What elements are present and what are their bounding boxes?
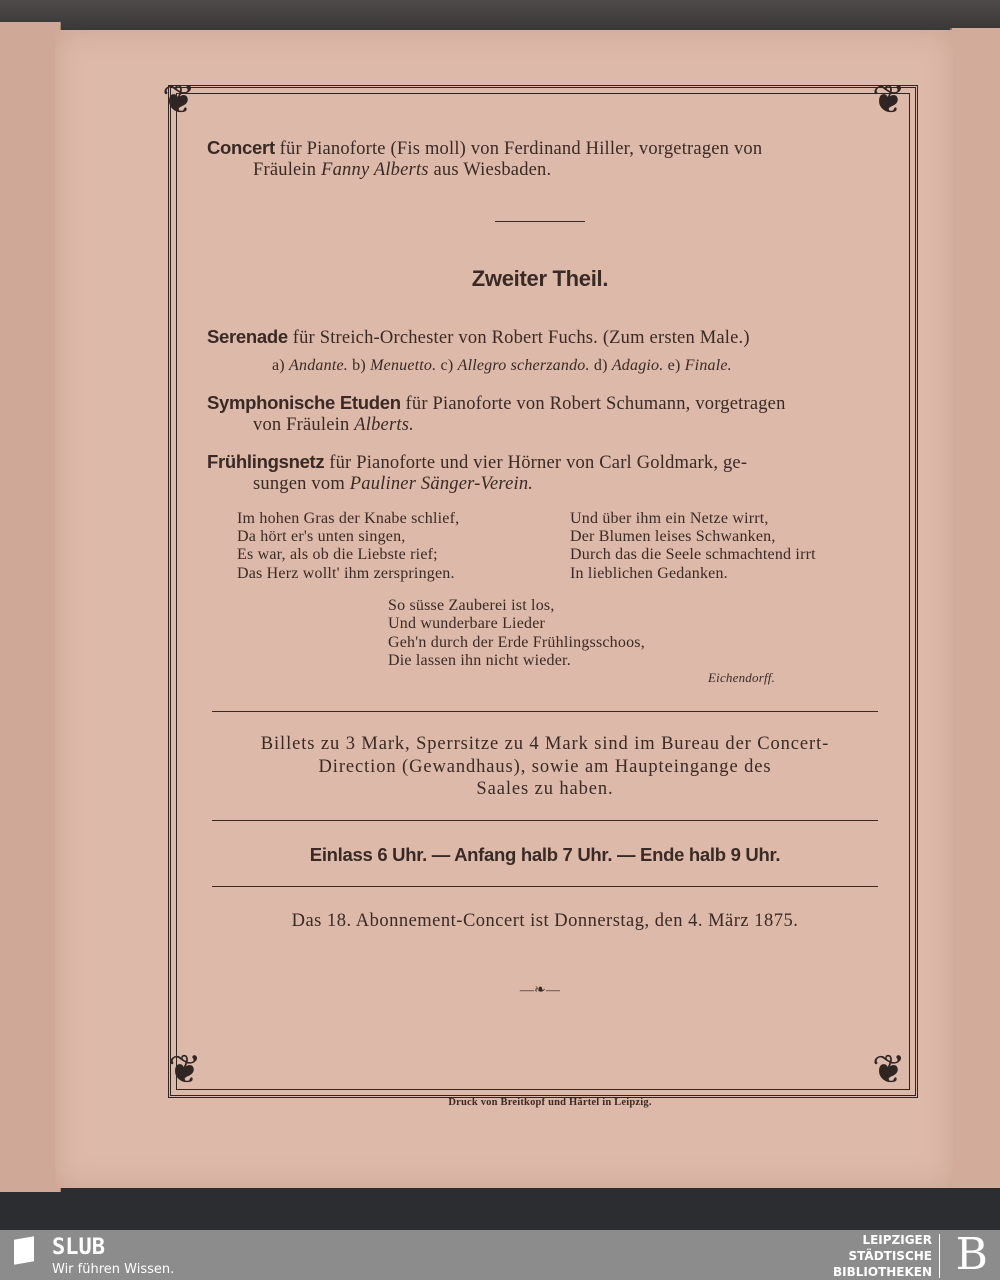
poem-line: Im hohen Gras der Knabe schlief, <box>237 510 460 527</box>
poem-author: Eichendorff. <box>708 670 776 685</box>
corner-ornament-icon: ❦ <box>162 77 196 122</box>
item-text: von Fräulein <box>253 415 350 435</box>
movement-label: a) <box>272 357 285 374</box>
divider <box>212 820 878 821</box>
movement-label: d) <box>593 357 608 374</box>
performer-name: Alberts. <box>354 415 414 435</box>
lsb-logo-line: LEIPZIGER <box>862 1233 932 1247</box>
etuden-line-2 <box>253 415 414 436</box>
divider <box>495 221 585 222</box>
item-text: für Pianoforte und vier Hörner von Carl Goldmark, ge- <box>329 453 748 473</box>
movements-line <box>272 357 732 375</box>
part-heading: Zweiter Theil. <box>471 266 609 291</box>
performer-name: Pauliner Sänger-Verein. <box>349 474 534 494</box>
movement-name: Menuetto. <box>370 357 437 374</box>
poem-line: Geh'n durch der Erde Frühlingsschoos, <box>388 634 645 651</box>
performer-name: Fanny Alberts <box>321 160 429 180</box>
movement-name: Adagio. <box>611 357 664 374</box>
right-page-edges <box>950 28 1000 1188</box>
concert-line-2 <box>253 160 551 181</box>
poem-line: Das Herz wollt' ihm zerspringen. <box>237 565 455 582</box>
movement-name: Andante. <box>289 357 348 374</box>
printer-imprint: Druck von Breitkopf und Härtel in Leipzig. <box>448 1097 652 1108</box>
divider <box>212 886 878 887</box>
lsb-logo-line: BIBLIOTHEKEN <box>832 1265 932 1279</box>
movement-label: b) <box>352 357 366 374</box>
poem-line: In lieblichen Gedanken. <box>570 565 728 582</box>
fruehlingsnetz-line-2 <box>253 474 533 495</box>
poem-line: So süsse Zauberei ist los, <box>388 597 555 614</box>
lsb-logo-line: STÄDTISCHE <box>848 1249 932 1263</box>
corner-ornament-icon: ❦ <box>872 77 906 122</box>
item-text: sungen vom <box>253 474 345 494</box>
item-text: aus Wiesbaden. <box>433 160 552 180</box>
corner-ornament-icon: ❦ <box>168 1047 202 1092</box>
lsb-b-icon: B <box>955 1229 988 1280</box>
movement-label: e) <box>667 357 681 374</box>
item-text: für Pianoforte (Fis moll) von Ferdinand Hiller, vorgetragen von <box>279 139 763 159</box>
next-concert-line: Das 18. Abonnement-Concert ist Donnerstag, den 4. März 1875. <box>291 911 799 931</box>
movement-name: Finale. <box>684 357 732 374</box>
times-line: Einlass 6 Uhr. — Anfang halb 7 Uhr. — Ende halb 9 Uhr. <box>309 844 781 865</box>
tickets-line: Saales zu haben. <box>476 779 614 799</box>
poem-line: Da hört er's unten singen, <box>237 528 406 545</box>
concert-line-1 <box>207 137 762 160</box>
poem-line: Durch das die Seele schmachtend irrt <box>570 546 816 563</box>
item-text: für Streich-Orchester von Robert Fuchs. (Zum ersten Male.) <box>292 328 750 348</box>
logo-divider <box>939 1234 940 1278</box>
poem-line: Es war, als ob die Liebste rief; <box>237 546 438 563</box>
poem-line: Und wunderbare Lieder <box>388 615 546 632</box>
corner-ornament-icon: ❦ <box>872 1047 906 1092</box>
serenade-line <box>207 326 750 349</box>
ornamental-frame <box>168 85 918 1098</box>
fruehlingsnetz-line-1 <box>207 451 747 474</box>
lsb-logo[interactable] <box>833 1232 932 1280</box>
poem-line: Und über ihm ein Netze wirrt, <box>570 510 769 527</box>
tickets-line: Billets zu 3 Mark, Sperrsitze zu 4 Mark sind im Bureau der Concert- <box>260 734 830 754</box>
slub-book-icon <box>14 1236 34 1265</box>
divider <box>212 711 878 712</box>
item-text: Fräulein <box>253 160 317 180</box>
left-page-edges <box>0 22 61 1192</box>
slub-logo[interactable]: SLUB <box>52 1235 105 1260</box>
movement-name: Allegro scherzando. <box>457 357 590 374</box>
end-ornament-icon: —❧— <box>519 983 561 998</box>
slub-tagline: Wir führen Wissen. <box>52 1262 175 1277</box>
item-title: Concert <box>207 137 275 158</box>
item-title: Symphonische Etuden <box>207 392 401 413</box>
item-title: Frühlingsnetz <box>207 451 325 472</box>
tickets-line: Direction (Gewandhaus), sowie am Haupteingange des <box>318 757 772 777</box>
movement-label: c) <box>440 357 454 374</box>
poem-line: Die lassen ihn nicht wieder. <box>388 652 571 669</box>
item-title: Serenade <box>207 326 288 347</box>
etuden-line-1 <box>207 392 786 415</box>
item-text: für Pianoforte von Robert Schumann, vorgetragen <box>405 394 786 414</box>
footer-bar <box>0 1230 1000 1280</box>
poem-line: Der Blumen leises Schwanken, <box>570 528 776 545</box>
